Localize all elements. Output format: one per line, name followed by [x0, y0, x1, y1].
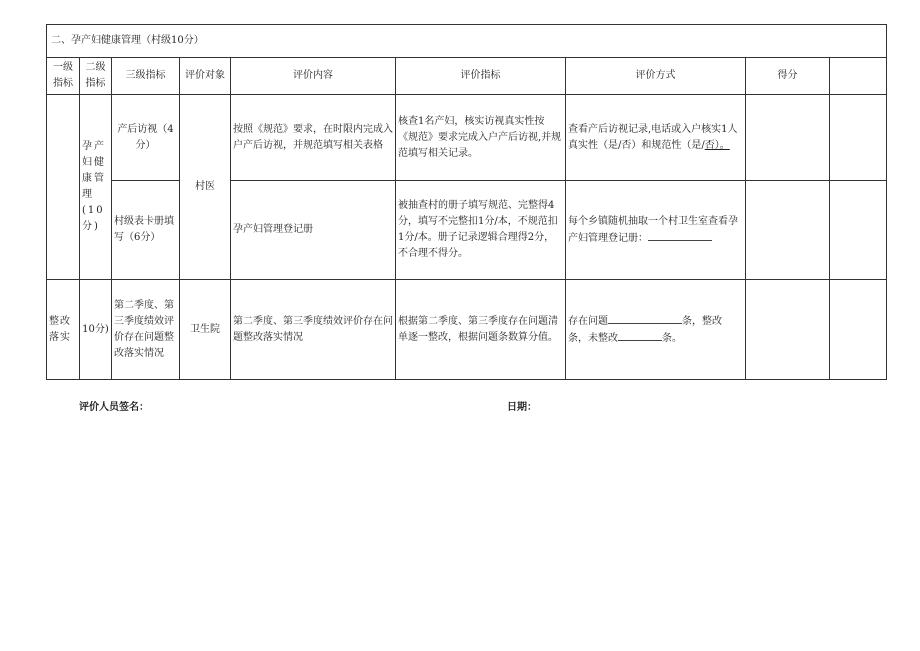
- row3-content: 第二季度、第三季度绩效评价存在问题整改落实情况: [231, 280, 396, 380]
- table-row: [47, 280, 887, 380]
- row2-content: 孕产妇管理登记册: [231, 181, 396, 280]
- row1-indicator: 核查1名产妇，核实访视真实性按《规范》要求完成入户产后访视,并规范填写相关记录。: [396, 95, 566, 181]
- row3-method-prefix1: 存在问题: [568, 315, 608, 327]
- header-level1: [47, 58, 80, 95]
- header-method: 评价方式: [566, 58, 746, 95]
- row2-method-text: 每个乡镇随机抽取一个村卫生室查看孕产妇管理登记册：: [568, 215, 738, 244]
- row3-method-suffix1: 条，整改: [682, 315, 722, 327]
- row3-level3: 第二季度、第三季度绩效评价存在问题整改落实情况: [112, 280, 180, 380]
- header-level2: [80, 58, 112, 95]
- header-level2-line2: 指标: [85, 78, 106, 89]
- group2-level1: 整改落实: [47, 280, 80, 380]
- row2-method: [566, 181, 746, 280]
- row3-indicator: 根据第二季度、第三季度存在问题清单逐一整改，根据问题条数算分值。: [396, 280, 566, 380]
- row3-extra: [830, 280, 887, 380]
- group2-level2: 10分): [80, 280, 112, 380]
- header-score: 得分: [746, 58, 830, 95]
- row1-method: [566, 95, 746, 181]
- row3-score[interactable]: [746, 280, 830, 380]
- header-level1-line1: 一级: [53, 62, 73, 73]
- evaluation-table: [46, 24, 887, 380]
- header-level1-line2: 指标: [53, 78, 73, 89]
- header-row: [47, 58, 887, 95]
- header-target: 评价对象: [180, 58, 231, 95]
- row3-problem-count-blank[interactable]: [608, 313, 682, 324]
- group1-level1: [47, 95, 80, 280]
- group1-level2: 孕产妇健康管理(10分): [80, 95, 112, 280]
- header-level3: 三级指标: [112, 58, 180, 95]
- row2-score[interactable]: [746, 181, 830, 280]
- row2-extra: [830, 181, 887, 280]
- date-label: 日期：: [507, 402, 537, 413]
- row2-level3: 村级表卡册填写（6分）: [112, 181, 180, 280]
- header-content: 评价内容: [231, 58, 396, 95]
- row1-method-underlined: 否）。: [704, 139, 730, 151]
- table-row: [47, 95, 887, 181]
- row2-indicator: 被抽查村的册子填写规范、完整得4分，填写不完整扣1分/本，不规范扣1分/本。册子记录逻辑合理得2分，不合理不得分。: [396, 181, 566, 280]
- row1-level3: 产后访视（4分）: [112, 95, 180, 181]
- row1-method-text: 查看产后访视记录,电话或入户核实1人真实性（是/否）和规范性（是/: [568, 123, 738, 151]
- row2-method-blank[interactable]: [648, 230, 712, 241]
- header-indicator: 评价指标: [396, 58, 566, 95]
- signature-label: 评价人员签名：: [79, 402, 149, 413]
- row1-score[interactable]: [746, 95, 830, 181]
- group1-target: 村医: [180, 95, 231, 280]
- group2-target: 卫生院: [180, 280, 231, 380]
- table-row: [47, 181, 887, 280]
- section-title-row: [47, 25, 887, 58]
- row3-method-prefix2: 条，未整改: [568, 332, 618, 344]
- row1-extra: [830, 95, 887, 181]
- header-extra: [830, 58, 887, 95]
- row3-method: [566, 280, 746, 380]
- section-title: 二、孕产妇健康管理（村级10分）: [47, 25, 887, 58]
- row3-unfixed-count-blank[interactable]: [618, 330, 662, 341]
- row3-method-suffix2: 条。: [662, 332, 682, 344]
- row1-content: 按照《规范》要求，在时限内完成入户产后访视，并规范填写相关表格: [231, 95, 396, 181]
- header-level2-line1: 二级: [85, 62, 106, 73]
